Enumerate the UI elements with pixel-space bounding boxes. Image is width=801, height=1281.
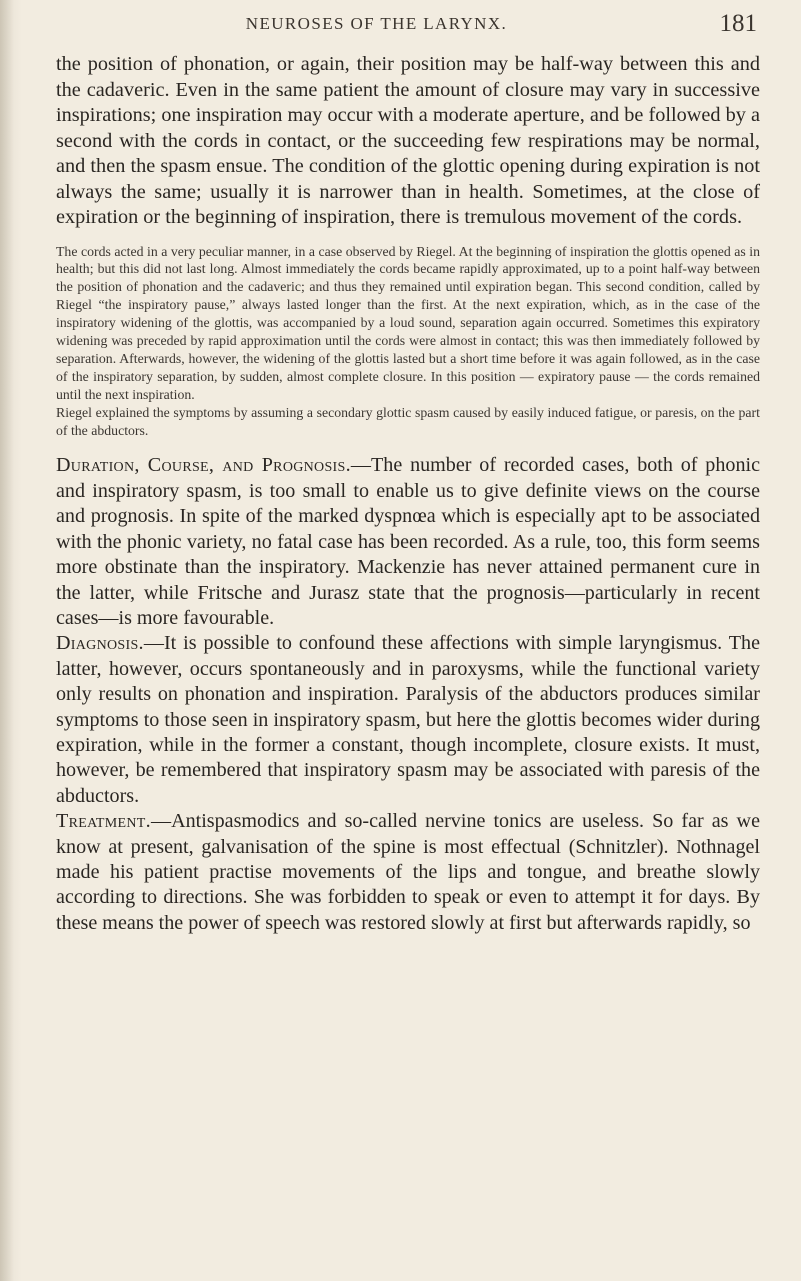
page-header — [56, 10, 757, 40]
section-duration-course-prognosis — [56, 453, 760, 631]
section-heading: Diagnosis. — [56, 632, 144, 655]
section-text: —The number of recorded cases, both of phonic and inspiratory spasm, is too small to enable us to give definite views on the course and prognosis. In spite of the marked dyspnœa which is especially apt to be associated with the phonic variety, no fatal case has been recorded. As a rule, too, this form seems more obstinate than the inspiratory. Mackenzie has never attained permanent cure in the latter, while Fritsche and Jurasz state that the prognosis—particularly in recent cases—is more favourable. — [56, 454, 760, 629]
section-text: —It is possible to confound these affections with simple laryngismus. The latter, however, occurs spontaneously and in paroxysms, while the functional variety only results on phonation and inspiration. Paralysis of the abductors produces similar symptoms to those seen in inspiratory spasm, but here the glottis becomes wider during expiration, while in the former a constant, though incomplete, closure exists. It must, however, be remembered that inspiratory spasm may be associated with paresis of the abductors. — [56, 632, 760, 807]
section-text: —Antispasmodics and so-called nervine tonics are useless. So far as we know at present, galvanisation of the spine is most effectual (Schnitzler). Nothnagel made his patient practise movements of the lips and tongue, and breathe slowly according to directions. She was forbidden to speak or even to attempt it for days. By these means the power of speech was restored slowly at first but afterwards rapidly, so — [56, 810, 760, 934]
section-diagnosis — [56, 631, 760, 809]
section-heading: Duration, Course, and Prognosis. — [56, 454, 351, 477]
small-print-paragraph: The cords acted in a very peculiar manner, in a case observed by Riegel. At the beginning of inspiration the glottis opened as in health; but this did not last long. Almost immediately the cords became rapidly approximated, up to a point half-way between the position of phonation and the cadaveric; and thus they remained until expiration began. This second condition, called by Riegel “the inspiratory pause,” always lasted longer than the first. At the next expiration, which, as in the case of the inspiratory widening of the glottis, was accompanied by a loud sound, separation again occurred. Sometimes this expiratory widening was preceded by rapid approximation until the cords were almost in contact; this was then immediately followed by separation. Afterwards, however, the widening of the glottis lasted but a short time before it was again followed, as in the case of the inspiratory separation, by sudden, almost complete closure. In this position — expiratory pause — the cords remained until the next inspiration. — [56, 243, 760, 402]
small-print-paragraph: Riegel explained the symptoms by assuming a secondary glottic spasm caused by easily induced fatigue, or paresis, on the part of the abductors. — [56, 404, 760, 438]
section-treatment — [56, 809, 760, 936]
intro-paragraph: the position of phonation, or again, their position may be half-way between this and the cadaveric. Even in the same patient the amount of closure may vary in successive inspirations; one inspiration may occur with a moderate aperture, and be followed by a second with the cords in contact, or the succeeding few respirations may be normal, and then the spasm ensue. The condition of the glottic opening during expiration is not always the same; usually it is narrower than in health. Sometimes, at the close of expiration or the beginning of inspiration, there is tremulous movement of the cords. — [56, 53, 760, 228]
page-number: 181 — [719, 10, 757, 37]
page-body — [56, 52, 760, 936]
running-title: NEUROSES OF THE LARYNX. — [245, 14, 508, 33]
section-heading: Treatment. — [56, 810, 151, 833]
binding-shadow — [0, 0, 14, 1281]
